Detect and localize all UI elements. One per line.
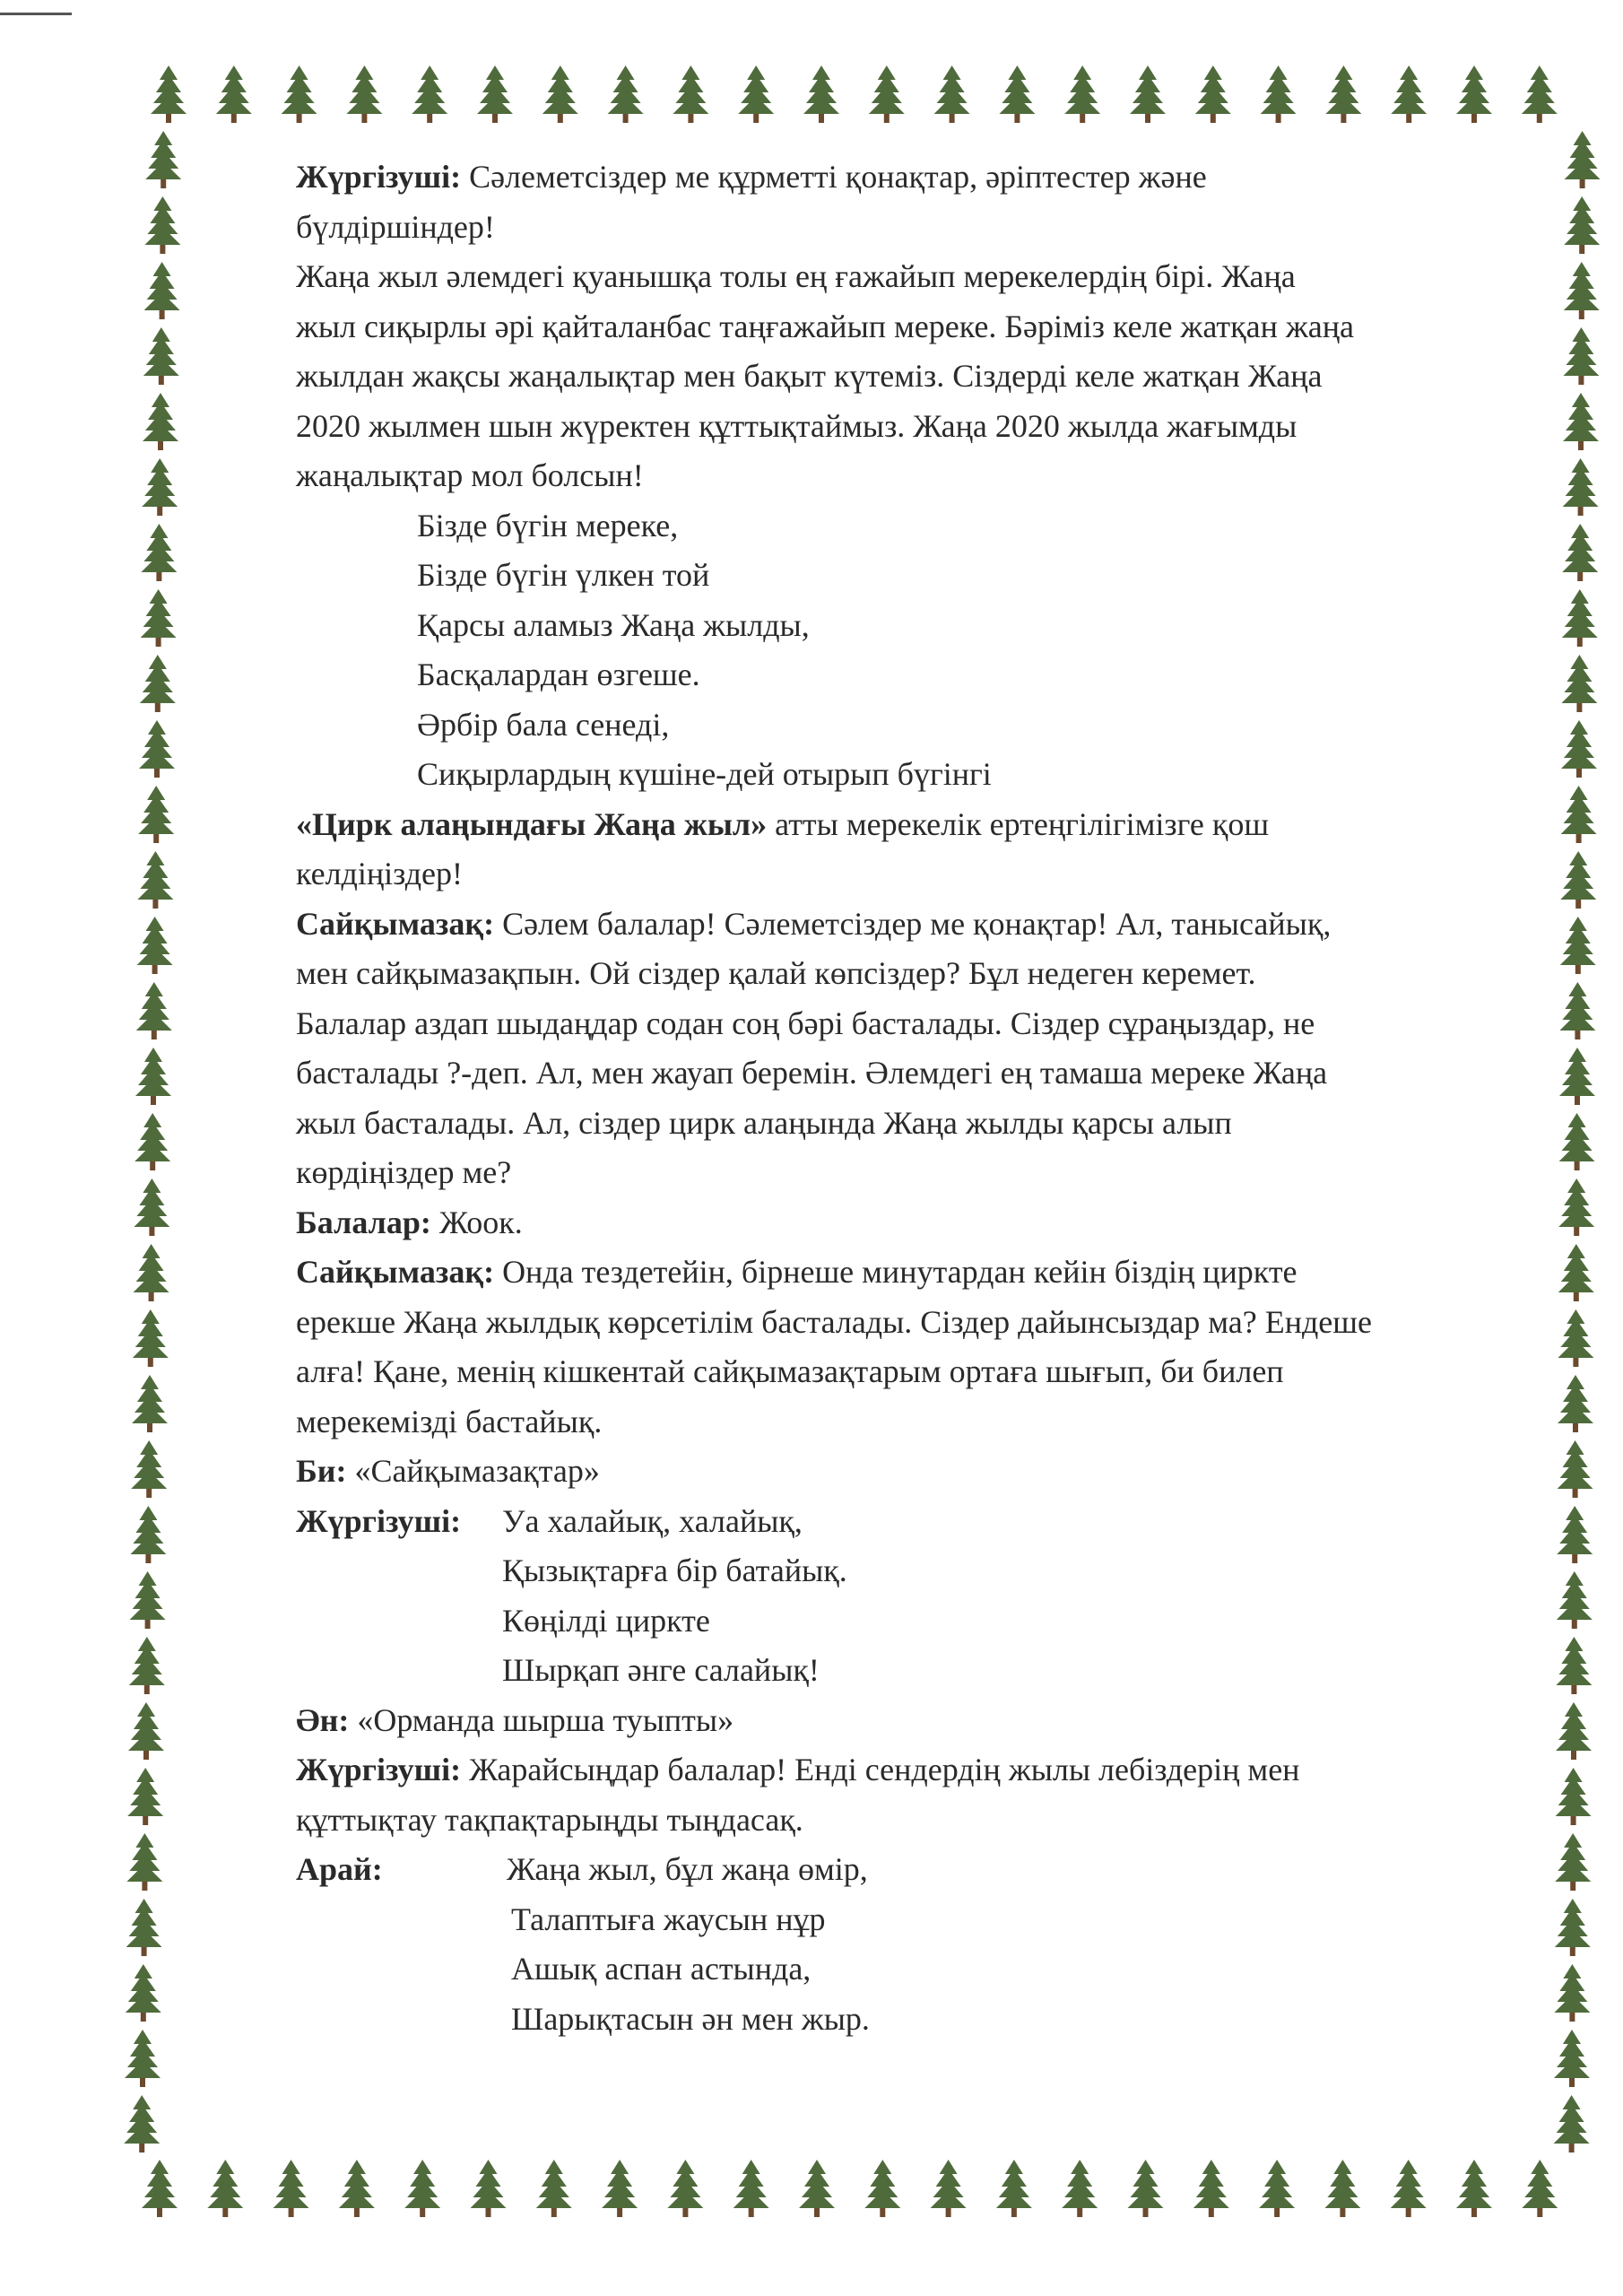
verse-block bbox=[296, 1845, 1560, 2044]
pine-tree-icon bbox=[1564, 262, 1600, 319]
pine-tree-icon bbox=[1558, 1244, 1594, 1301]
pine-tree-icon bbox=[803, 65, 839, 123]
line: 2020 жылмен шын жүректен құттықтаймыз. Жаңа 2020 жылда жағымды bbox=[296, 407, 1298, 444]
pine-tree-icon bbox=[1563, 458, 1599, 516]
speaker-label: Сайқымазақ: bbox=[296, 905, 495, 942]
pine-tree-icon bbox=[137, 851, 173, 909]
pine-tree-icon bbox=[145, 131, 181, 188]
line: бүлдіршіндер! bbox=[296, 208, 495, 245]
pine-tree-icon bbox=[799, 2160, 835, 2217]
pine-tree-icon bbox=[1259, 2160, 1295, 2217]
line: алға! Қане, менің кішкентай сайқымазақтарым ортаға шығып, би билеп bbox=[296, 1353, 1284, 1389]
pine-tree-icon bbox=[130, 1571, 166, 1629]
pine-tree-icon bbox=[1562, 589, 1598, 647]
pine-tree-icon bbox=[471, 2160, 507, 2217]
pine-tree-icon bbox=[934, 65, 970, 123]
pine-tree-icon bbox=[477, 65, 513, 123]
pine-tree-icon bbox=[1557, 1506, 1593, 1563]
pine-tree-icon bbox=[412, 65, 447, 123]
pine-tree-icon bbox=[346, 65, 382, 123]
line: Сайқымазақ: Онда тездетейін, бірнеше минутардан кейін біздің циркте bbox=[296, 1254, 1298, 1290]
pine-tree-icon bbox=[125, 2030, 161, 2087]
pine-tree-icon bbox=[136, 982, 172, 1039]
pine-tree-icon bbox=[542, 65, 578, 123]
pine-tree-icon bbox=[142, 458, 178, 516]
pine-tree-icon bbox=[137, 917, 173, 974]
item-label: Би: bbox=[296, 1453, 347, 1489]
pine-tree-icon bbox=[1563, 393, 1599, 450]
line: Балалар: Жоок. bbox=[296, 1204, 523, 1240]
pine-tree-icon bbox=[1557, 1571, 1593, 1629]
pine-tree-icon bbox=[1391, 2160, 1427, 2217]
line: Балалар аздап шыдаңдар содан соң бәрі басталады. Сіздер сұраңыздар, не bbox=[296, 1004, 1315, 1041]
pine-tree-icon bbox=[1560, 851, 1596, 909]
pine-tree-icon bbox=[1554, 2095, 1590, 2152]
pine-tree-icon bbox=[1195, 65, 1231, 123]
pine-tree-icon bbox=[135, 1048, 171, 1105]
line: көрдіңіздер ме? bbox=[296, 1154, 512, 1190]
pine-tree-icon bbox=[141, 589, 177, 647]
pine-tree-icon bbox=[126, 1899, 162, 1956]
pine-tree-icon bbox=[1193, 2160, 1229, 2217]
pine-tree-icon bbox=[1522, 65, 1558, 123]
pine-tree-icon bbox=[132, 1375, 168, 1432]
pine-tree-icon bbox=[140, 655, 176, 712]
pine-tree-icon bbox=[1561, 786, 1597, 843]
poem-line: Басқалардан өзгеше. bbox=[417, 657, 700, 692]
pine-tree-icon bbox=[130, 1506, 166, 1563]
pine-tree-icon bbox=[1558, 1309, 1593, 1367]
pine-tree-icon bbox=[602, 2160, 638, 2217]
pine-tree-icon bbox=[1555, 1833, 1591, 1891]
document-body bbox=[296, 152, 1560, 2044]
line: Жүргізуші: Жарайсыңдар балалар! Енді сендердің жылы лебіздерің мен bbox=[296, 1752, 1300, 1787]
pine-tree-icon bbox=[1565, 131, 1601, 188]
pine-tree-icon bbox=[134, 1244, 169, 1301]
pine-tree-icon bbox=[1561, 655, 1597, 712]
verse-line: Шырқап әнге салайық! bbox=[502, 1652, 820, 1688]
speaker-label: Балалар: bbox=[296, 1204, 431, 1240]
pine-tree-icon bbox=[1560, 917, 1596, 974]
pine-tree-icon bbox=[216, 65, 252, 123]
verse-line: Көңілді циркте bbox=[502, 1602, 710, 1639]
event-title: «Цирк алаңындағы Жаңа жыл» bbox=[296, 805, 768, 842]
line: мен сайқымазақпын. Ой сіздер қалай көпсіздер? Бұл недеген керемет. bbox=[296, 955, 1256, 991]
pine-tree-icon bbox=[128, 1702, 164, 1760]
pine-tree-icon bbox=[1564, 196, 1600, 254]
pine-tree-icon bbox=[1556, 1702, 1592, 1760]
pine-tree-icon bbox=[142, 2160, 178, 2217]
line: келдіңіздер! bbox=[296, 856, 463, 891]
poem-line: Бізде бүгін үлкен той bbox=[417, 557, 710, 593]
line: жылдан жақсы жаңалықтар мен бақыт күтеміз. Сіздерді келе жатқан Жаңа bbox=[296, 358, 1323, 394]
pine-tree-icon bbox=[1062, 2160, 1098, 2217]
pine-tree-icon bbox=[931, 2160, 967, 2217]
poem-line: Қарсы аламыз Жаңа жылды, bbox=[417, 606, 810, 643]
line: Би: «Сайқымазақтар» bbox=[296, 1453, 600, 1489]
pine-tree-icon bbox=[1563, 327, 1599, 385]
line: жыл сиқырлы әрі қайталанбас таңғажайып мереке. Бәріміз келе жатқан жаңа bbox=[296, 308, 1354, 344]
line: Ән: «Орманда шырша туыпты» bbox=[296, 1701, 734, 1738]
pine-tree-icon bbox=[996, 2160, 1032, 2217]
pine-tree-icon bbox=[673, 65, 708, 123]
pine-tree-icon bbox=[124, 2095, 160, 2152]
pine-tree-icon bbox=[1324, 2160, 1360, 2217]
poem-line: Бізде бүгін мереке, bbox=[417, 507, 679, 544]
line: Жүргізуші: Уа халайық, халайық, bbox=[296, 1497, 1560, 1547]
pine-tree-icon bbox=[1064, 65, 1100, 123]
pine-tree-icon bbox=[207, 2160, 243, 2217]
pine-tree-icon bbox=[1561, 720, 1597, 778]
pine-tree-icon bbox=[1558, 1178, 1594, 1236]
pine-tree-icon bbox=[864, 2160, 900, 2217]
pine-tree-icon bbox=[1522, 2160, 1558, 2217]
pine-tree-icon bbox=[126, 1833, 162, 1891]
pine-tree-icon bbox=[1456, 2160, 1492, 2217]
pine-tree-icon bbox=[151, 65, 187, 123]
pine-tree-icon bbox=[1562, 524, 1598, 581]
pine-tree-icon bbox=[131, 1440, 167, 1498]
pine-tree-icon bbox=[141, 524, 177, 581]
line: құттықтау тақпақтарыңды тыңдасақ. bbox=[296, 1801, 803, 1838]
pine-tree-icon bbox=[1261, 65, 1297, 123]
pine-tree-icon bbox=[143, 393, 178, 450]
line: «Цирк алаңындағы Жаңа жыл» атты мерекелік ертеңгілігімізге қош bbox=[296, 805, 1270, 842]
pine-tree-icon bbox=[1556, 1637, 1592, 1694]
verse-line: Ашық аспан астында, bbox=[511, 1951, 812, 1987]
pine-tree-icon bbox=[1325, 65, 1361, 123]
speaker-label: Сайқымазақ: bbox=[296, 1254, 495, 1290]
pine-tree-icon bbox=[127, 1768, 163, 1825]
line: мерекемізді бастайық. bbox=[296, 1403, 603, 1439]
pine-tree-icon bbox=[129, 1637, 165, 1694]
pine-tree-icon bbox=[608, 65, 644, 123]
pine-tree-icon bbox=[733, 2160, 769, 2217]
pine-tree-icon bbox=[1558, 1440, 1593, 1498]
speaker-label: Жүргізуші: bbox=[296, 1752, 462, 1787]
pine-tree-icon bbox=[1130, 65, 1166, 123]
pine-tree-icon bbox=[126, 1964, 161, 2022]
pine-tree-icon bbox=[143, 327, 179, 385]
verse-line: Шарықтасын ән мен жыр. bbox=[511, 2000, 870, 2037]
pine-tree-icon bbox=[1456, 65, 1492, 123]
pine-tree-icon bbox=[1558, 1375, 1593, 1432]
speaker-label: Жүргізуші: bbox=[296, 159, 462, 195]
line: Сайқымазақ: Сәлем балалар! Сәлеметсіздер ме қонақтар! Ал, танысайық, bbox=[296, 905, 1332, 942]
pine-tree-icon bbox=[144, 262, 180, 319]
item-label: Ән: bbox=[296, 1701, 350, 1738]
pine-tree-icon bbox=[339, 2160, 375, 2217]
pine-tree-icon bbox=[139, 720, 175, 778]
pine-tree-icon bbox=[667, 2160, 703, 2217]
line: Арай: Жаңа жыл, бұл жаңа өмір, bbox=[296, 1845, 1560, 1895]
pine-tree-icon bbox=[1559, 1113, 1595, 1170]
line: Жүргізуші: Сәлеметсіздер ме құрметті қонақтар, әріптестер және bbox=[296, 159, 1207, 195]
pine-tree-icon bbox=[536, 2160, 572, 2217]
pine-tree-icon bbox=[134, 1178, 169, 1236]
pine-tree-icon bbox=[1128, 2160, 1164, 2217]
line: жаңалықтар мол болсын! bbox=[296, 457, 644, 493]
line: ерекше Жаңа жылдық көрсетілім басталады. Сіздер дайынсыздар ма? Ендеше bbox=[296, 1303, 1372, 1340]
line: басталады ?-деп. Ал, мен жауап беремін. Әлемдегі ең тамаша мереке Жаңа bbox=[296, 1055, 1328, 1091]
pine-tree-icon bbox=[1391, 65, 1427, 123]
verse-line: Қызықтарға бір батайық. bbox=[502, 1552, 847, 1588]
verse-block bbox=[296, 1497, 1560, 1696]
poem-line: Әрбір бала сенеді, bbox=[417, 706, 670, 743]
line: жыл басталады. Ал, сіздер цирк алаңында Жаңа жылды қарсы алып bbox=[296, 1104, 1232, 1141]
pine-tree-icon bbox=[138, 786, 174, 843]
pine-tree-icon bbox=[144, 196, 180, 254]
pine-tree-icon bbox=[738, 65, 774, 123]
speaker-label: Жүргізуші: bbox=[296, 1502, 462, 1539]
pine-tree-icon bbox=[404, 2160, 440, 2217]
line: Жаңа жыл әлемдегі қуанышқа толы ең ғажайып мерекелердің бірі. Жаңа bbox=[296, 258, 1296, 294]
pine-tree-icon bbox=[273, 2160, 309, 2217]
verse-line: Талаптыға жаусын нұр bbox=[511, 1900, 826, 1937]
pine-tree-icon bbox=[1556, 1768, 1592, 1825]
pine-tree-icon bbox=[133, 1309, 169, 1367]
pine-tree-icon bbox=[282, 65, 317, 123]
pine-tree-icon bbox=[999, 65, 1035, 123]
pine-tree-icon bbox=[135, 1113, 170, 1170]
pine-tree-icon bbox=[1559, 1048, 1595, 1105]
pine-tree-icon bbox=[1559, 982, 1595, 1039]
speaker-label: Арай: bbox=[296, 1851, 383, 1887]
poem-line: Сиқырлардың күшіне-дей отырып бүгінгі bbox=[417, 756, 992, 792]
pine-tree-icon bbox=[869, 65, 905, 123]
